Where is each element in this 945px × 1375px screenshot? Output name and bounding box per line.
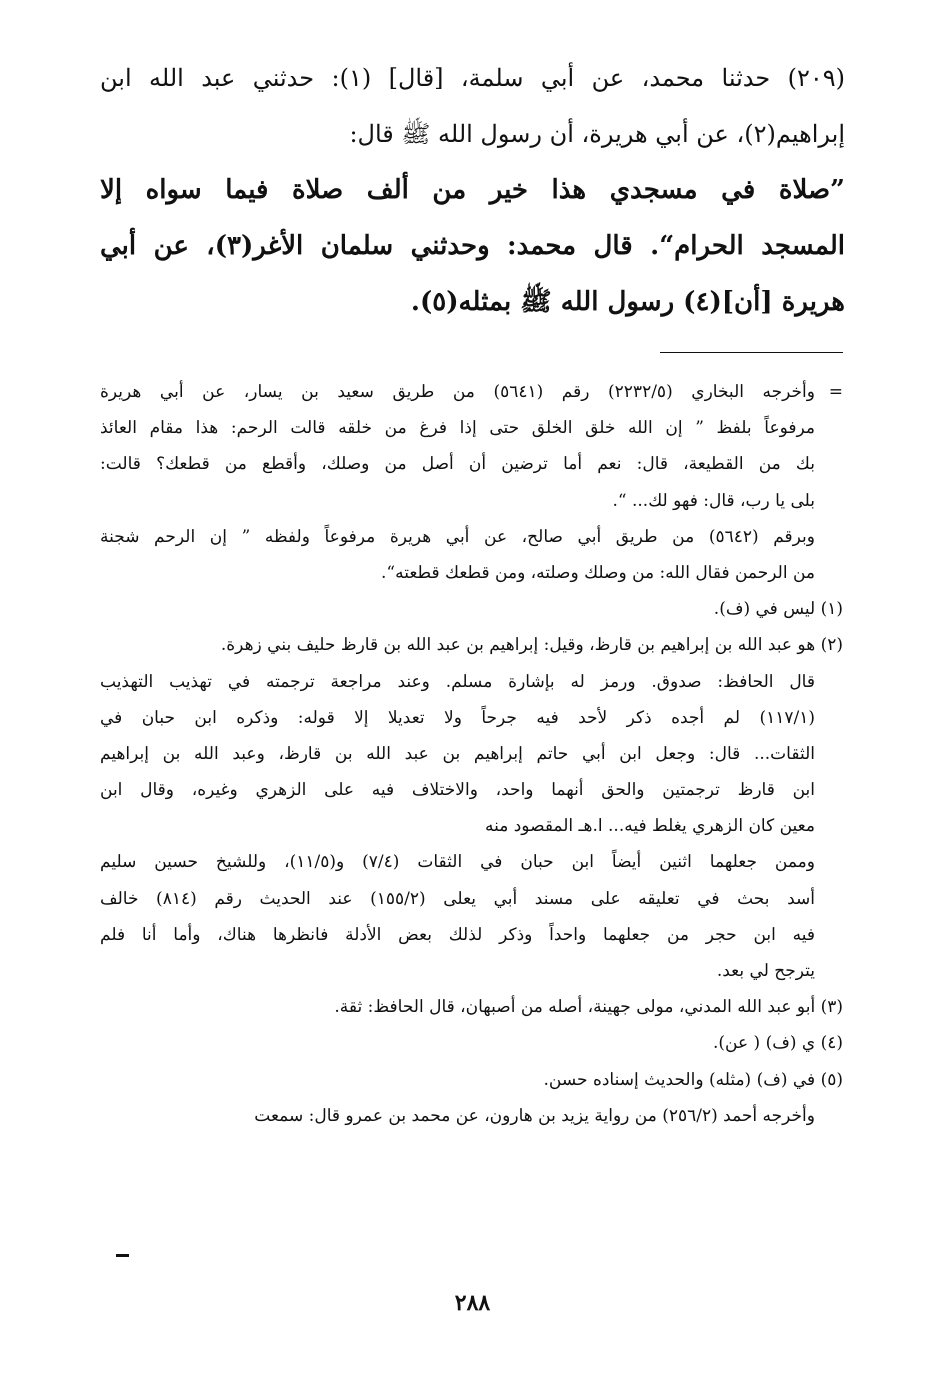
footnote-line: (٣) أبو عبد الله المدني، مولى جهينة، أصله من أصبهان، قال الحافظ: ثقة.	[334, 997, 843, 1018]
main-text-line: المسجد الحرام“. قال محمد: وحدثني سلمان الأغر(٣)، عن أبي	[100, 231, 845, 261]
footnote-line: وأخرجه أحمد (٢٥٦/٢) من رواية يزيد بن هارون، عن محمد بن عمرو قال: سمعت	[254, 1105, 815, 1126]
main-text-line: (٢٠٩) حدثنا محمد، عن أبي سلمة، [قال] (١): حدثني عبد الله ابن	[100, 64, 845, 92]
footnote-line: (٥) في (ف) (مثله) والحديث إسناده حسن.	[543, 1069, 843, 1090]
footnote-line: يترجح لي بعد.	[716, 961, 815, 981]
footnote-line: (٤) ي (ف) ( عن).	[713, 1033, 843, 1054]
footnote-line: معين كان الزهري يغلط فيه... ا.هـ المقصود منه	[484, 816, 815, 837]
continuation-mark: =	[828, 382, 843, 402]
main-text-line: إبراهيم(٢)، عن أبي هريرة، أن رسول الله ﷺ قال:	[349, 120, 845, 148]
footnote-line: فيه ابن حجر من جعلهما واحداً وذكر لذلك بعض الأدلة فانظرها هناك، وأما أنا فلم	[100, 924, 815, 945]
continuation-dash	[116, 1254, 129, 1257]
footnote-separator	[660, 352, 843, 353]
footnote-line: وبرقم (٥٦٤٢) من طريق أبي صالح، عن أبي هريرة مرفوعاً ولفظه ” إن الرحم شجنة	[100, 526, 815, 547]
footnote-line: وممن جعلهما اثنين أيضاً ابن حبان في الثقات (٧/٤) و(١١/٥)، وللشيخ حسين سليم	[100, 852, 815, 873]
footnote-line: بلى يا رب، قال: فهو لك... “.	[612, 490, 815, 511]
footnote-line	[100, 374, 843, 410]
footnote-line: (٢) هو عبد الله بن إبراهيم بن قارظ، وقيل: إبراهيم بن عبد الله بن قارظ حليف بني زهرة.	[220, 635, 843, 656]
main-text-line: ”صلاة في مسجدي هذا خير من ألف صلاة فيما سواه إلا	[100, 175, 845, 205]
footnote-line: مرفوعاً بلفظ ” إن الله خلق الخلق حتى إذا فرغ من خلقه قالت الرحم: هذا مقام العائذ	[100, 418, 815, 439]
main-text	[100, 50, 845, 330]
footnote-line: من الرحمن فقال الله: من وصلك وصلته، ومن قطعك قطعته“.	[381, 562, 815, 583]
footnotes	[100, 374, 843, 1134]
footnote-line: أسد بحث في تعليقه على مسند أبي يعلى (١٥٥/٢) عند الحديث رقم (٨١٤) خالف	[100, 888, 815, 909]
footnote-line: (١) ليس في (ف).	[713, 599, 843, 620]
footnote-line: بك من القطيعة، قال: نعم أما ترضين أن أصل من وصلك، وأقطع من قطعك؟ قالت:	[100, 454, 815, 475]
footnote-line: ابن قارظ ترجمتين والحق أنهما واحد، والاختلاف فيه على الزهري وغيره، وقال ابن	[100, 780, 815, 801]
page-number: ٢٨٨	[454, 1290, 491, 1316]
main-text-line: هريرة [أن](٤) رسول الله ﷺ بمثله(٥).	[410, 287, 845, 317]
footnote-line: قال الحافظ: صدوق. ورمز له بإشارة مسلم. وعند مراجعة ترجمته في تهذيب التهذيب	[100, 671, 815, 692]
footnote-line: (١١٧/١) لم أجده ذكر لأحد فيه جرحاً ولا تعديلا إلا قوله: وذكره ابن حبان في	[100, 707, 815, 728]
footnote-text: وأخرجه البخاري (٢٢٣٢/٥) رقم (٥٦٤١) من طريق سعيد بن يسار، عن أبي هريرة	[100, 382, 815, 402]
footnote-line: الثقات... قال: وجعل ابن أبي حاتم إبراهيم بن عبد الله بن قارظ، وعبد الله بن إبراهيم	[100, 743, 815, 764]
